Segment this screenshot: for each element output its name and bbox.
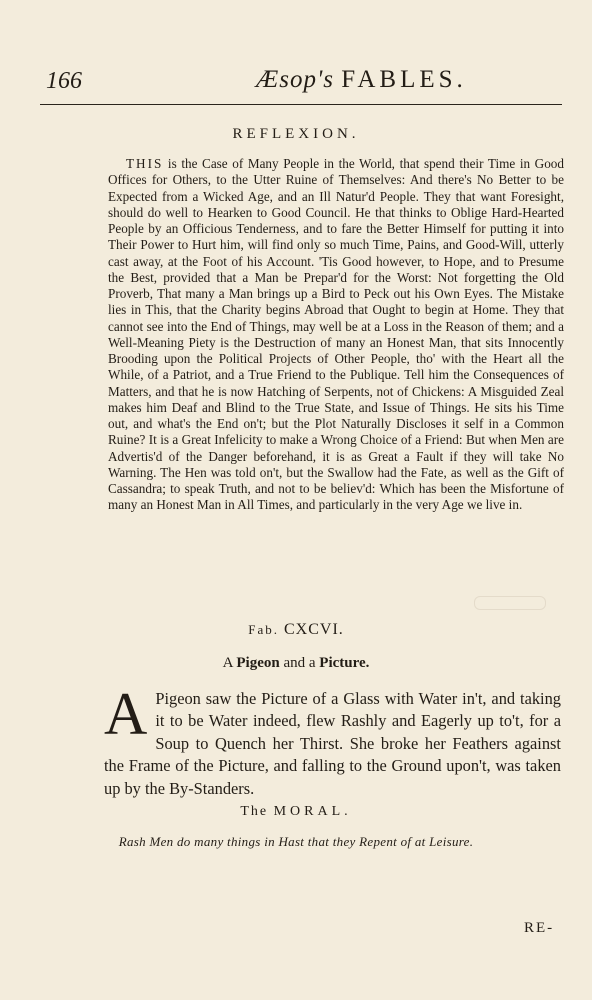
page-number: 166 — [46, 68, 82, 94]
fable-text: Pigeon saw the Picture of a Glass with Water in't, and taking it to be Water indeed, flew Rashly and Eagerly up to't, for a Soup to Quench her Thirst. She broke her Feathers against the Frame of the Picture, and falling to the Ground upon't, was taken up by the By-Standers. — [104, 689, 561, 798]
reflexion-paragraph — [108, 156, 564, 514]
moral-text: Rash Men do many things in Hast that they Repent of at Leisure. — [118, 834, 474, 849]
fable-paragraph — [104, 681, 561, 800]
reflexion-first-word: THIS — [126, 156, 164, 171]
moral-heading-word: MORAL. — [273, 804, 352, 819]
fable-number-prefix: Fab. — [248, 622, 279, 637]
fable-title-pigeon: Pigeon — [236, 655, 280, 671]
running-title — [256, 66, 467, 94]
moral-heading-prefix: The — [240, 804, 269, 819]
fable-number-roman: CXCVI. — [283, 621, 344, 638]
moral-heading — [0, 804, 592, 820]
reflexion-text: is the Case of Many People in the World, that spend their Time in Good Offices for Others, to the Utter Ruine of Themselves: And there's No Better to be Expected from a Wicked Age, and an Ill Natur'd People. They that want Foresight, should do well to Hearken to Good Council. He that thinks to Oblige Hard-Hearted People by an Officious Tenderness, and to fare the Better Himself for putting it into Their Power to Hurt him, will find only so much Time, Pains, and Good-Will, utterly cast away, at the Foot of his Account. 'Tis Good however, to Hope, and to Presume the Best, provided that a Man be Prepar'd for the Worst: Not forgetting the Old Proverb, That many a Man brings up a Bird to Peck out his Own Eyes. The Mistake lies in This, that the Charity begins Abroad that Ought to begin at Home. They that cannot see into the End of Things, may well be at a Loss in the Reason of them; and a Well-Meaning Piety is the Destruction of many an Honest Man, that sits Innocently Brooding upon the Political Projects of Other People, tho' with the Heart all the While, of a Patriot, and a True Friend to the Publique. Tell him the Consequences of Matters, and that he is now Hatching of Serpents, not of Chickens: A Misguided Zeal makes him Deaf and Blind to the True State, and Issue of Things. He sits his Time out, and what's the End on't; but the Plot Naturally Discloses it self in a Common Ruine? It is a Great Infelicity to make a Wrong Choice of a Friend: But when Men are Advertis'd of the Danger beforehand, it is as Great a Fault if they will take No Warning. The Hen was told on't, but the Swallow had the Fate, as well as the Gift of Cassandra; to speak Truth, and not to be believ'd: Which has been the Misfortune of many an Honest Man in All Times, and particularly in the very Age we live in. — [108, 156, 564, 513]
catchword: RE- — [524, 920, 555, 936]
drop-cap: A — [104, 681, 148, 747]
running-header — [40, 64, 562, 105]
fable-title-and: and a — [283, 655, 316, 671]
fable-title — [0, 655, 592, 672]
fable-number — [0, 621, 592, 639]
reflexion-heading: REFLEXION. — [232, 126, 360, 142]
fable-title-a: A — [222, 655, 233, 671]
fable-title-picture: Picture. — [319, 655, 370, 671]
show-through-mark — [474, 596, 546, 610]
running-title-caps: FABLES. — [341, 66, 467, 93]
running-title-italic: Æsop's — [256, 66, 335, 93]
